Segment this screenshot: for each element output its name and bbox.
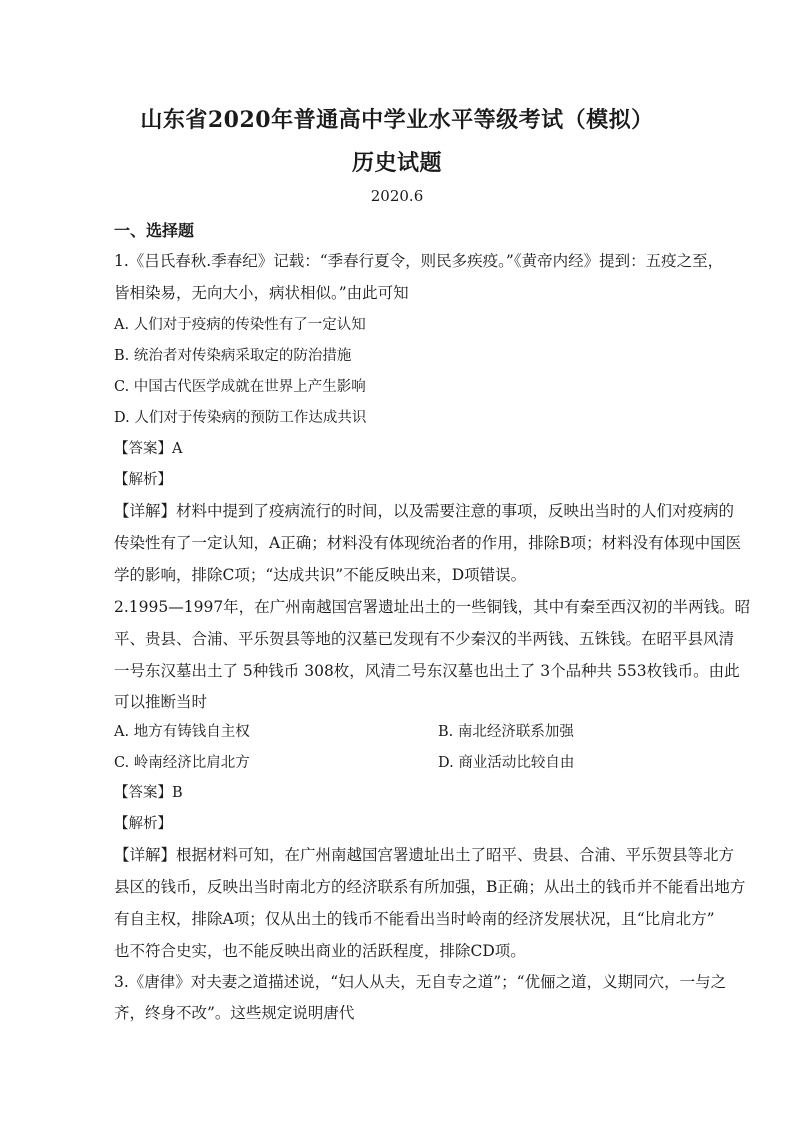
q2-stem-line-2: 平、贵县、合浦、平乐贺县等地的汉墓已发现有不少秦汉的半两钱、五铢钱。在昭平县风清 [114,630,735,648]
q2-option-b: B. 南北经济联系加强 [438,724,574,740]
exam-date: 2020.6 [370,187,424,205]
detail-label: 【详解】 [114,502,177,520]
q2-stem-line-1: 2.1995—1997年，在广州南越国宫署遗址出土的一些铜钱，其中有秦至西汉初的半两钱。昭 [114,598,751,616]
q2-detail-line-4: 也不符合史实，也不能反映出商业的活跃程度，排除CD项。 [114,942,526,960]
answer-label: 【答案】 [114,441,172,457]
q2-analysis-label: 【解析】 [114,816,172,832]
exam-title: 山东省2020年普通高中学业水平等级考试（模拟） [140,107,654,133]
q1-stem-line-1: 1.《吕氏春秋.季春纪》记载：“季春行夏令，则民多疾疫。”《黄帝内经》提到：五疫之至， [114,252,724,270]
q1-option-d: D. 人们对于传染病的预防工作达成共识 [114,410,367,426]
section-title: 一、选择题 [114,221,195,240]
q2-option-d: D. 商业活动比较自由 [438,755,575,771]
q1-detail-line-1 [114,499,735,521]
q2-detail-line-1 [114,843,735,865]
q1-option-a: A. 人们对于疫病的传染性有了一定认知 [114,317,366,333]
q2-stem-line-3: 一号东汉墓出土了 5种钱币 308枚，风清二号东汉墓也出土了 3个品种共 553枚钱币。由此 [114,662,740,680]
q1-analysis-label: 【解析】 [114,472,172,488]
detail-text: 材料中提到了疫病流行的时间，以及需要注意的事项，反映出当时的人们对疫病的 [176,502,735,520]
q2-answer [114,781,183,802]
detail-text: 根据材料可知，在广州南越国宫署遗址出土了昭平、贵县、合浦、平乐贺县等北方 [176,846,735,864]
answer-label: 【答案】 [114,785,172,801]
answer-value: B [172,785,183,801]
exam-subtitle: 历史试题 [351,150,442,176]
detail-label: 【详解】 [114,846,177,864]
q2-detail-line-3: 有自主权，排除A项；仅从出土的钱币不能看出当时岭南的经济发展状况，且“比肩北方” [114,910,715,928]
answer-value: A [172,441,183,457]
q2-detail-line-2: 县区的钱币，反映出当时南北方的经济联系有所加强，B正确；从出土的钱币并不能看出地方 [114,878,746,896]
q1-answer [114,437,182,458]
q3-stem-line-2: 齐，终身不改”。这些规定说明唐代 [114,1004,355,1022]
q1-option-c: C. 中国古代医学成就在世界上产生影响 [114,379,366,395]
q1-stem-line-2: 皆相染易，无向大小，病状相似。”由此可知 [114,284,409,302]
q1-option-b: B. 统治者对传染病采取定的防治措施 [114,348,352,364]
q1-detail-line-3: 学的影响，排除C项；“达成共识”不能反映出来，D项错误。 [114,566,527,584]
q2-stem-line-4: 可以推断当时 [114,693,208,711]
q2-option-c: C. 岭南经济比肩北方 [114,755,250,771]
q1-detail-line-2: 传染性有了一定认知，A正确；材料没有体现统治者的作用，排除B项；材料没有体现中国医 [114,534,742,552]
q2-option-a: A. 地方有铸钱自主权 [114,724,250,740]
q3-stem-line-1: 3.《唐律》对夫妻之道描述说，“妇人从夫，无自专之道”；“优俪之道，义期同穴，一与之 [114,973,727,991]
